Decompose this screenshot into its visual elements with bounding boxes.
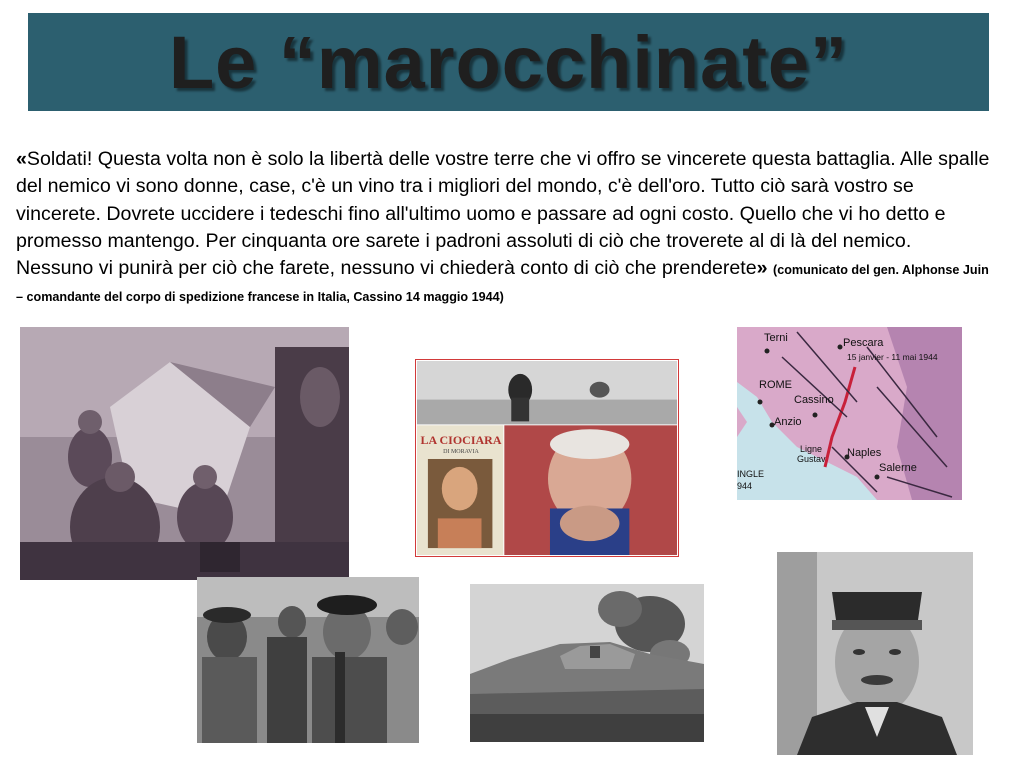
map-label-pescara: Pescara <box>843 337 884 349</box>
slide-title: Le “marocchinate” <box>168 20 849 104</box>
photo-goumiers <box>197 577 419 743</box>
quote-open-mark: « <box>16 148 27 170</box>
map-label-ligne: Ligne <box>800 444 823 454</box>
photo-village-smoke <box>470 584 704 742</box>
map-label-dates: 15 janvier - 11 mai 1944 <box>847 352 938 362</box>
map-label-salerne: Salerne <box>879 462 917 474</box>
quote-credit: (comunicato del gen. Alphonse Juin – comandante del corpo di spedizione francese in Italia, Cassino 14 maggio 1944) <box>16 263 989 305</box>
title-bar <box>28 13 989 111</box>
map-label-terni: Terni <box>764 332 788 344</box>
map-gustav-line <box>737 327 962 500</box>
map-label-cassino: Cassino <box>794 394 834 406</box>
photo-ciociara-collage <box>415 359 679 557</box>
quote-block <box>16 146 991 310</box>
map-label-rome: ROME <box>759 379 792 391</box>
map-label-naples: Naples <box>847 447 882 459</box>
quote-text: Soldati! Questa volta non è solo la libertà delle vostre terre che vi offro se vincerete questa battaglia. Alle spalle del nemico vi sono donne, case, c'è un vino tra i migliori del mondo, c'è dell'oro. Tutto ciò sarà vostro se vincerete. Dovrete uccidere i tedeschi fino all'ultimo uomo e passare ad ogni costo. Quello che vi ho detto e promesso mantengo. Per cinquanta ore sarete i padroni assoluti di ciò che troverete al di là del nemico. Nessuno vi punirà per ciò che farete, nessuno vi chiederà conto di ciò che prenderete <box>16 148 990 280</box>
quote-close-mark: » <box>756 257 768 280</box>
photo-soldiers-camp <box>20 327 349 580</box>
map-label-gustav: Gustav <box>797 454 826 464</box>
map-label-year: 944 <box>737 481 753 491</box>
map-label-ingle: INGLE <box>737 469 765 479</box>
book-title: LA CIOCIARA <box>420 433 502 447</box>
book-author: DI MORAVIA <box>443 449 479 455</box>
photo-general-juin <box>777 552 973 755</box>
map-label-anzio: Anzio <box>774 416 802 428</box>
